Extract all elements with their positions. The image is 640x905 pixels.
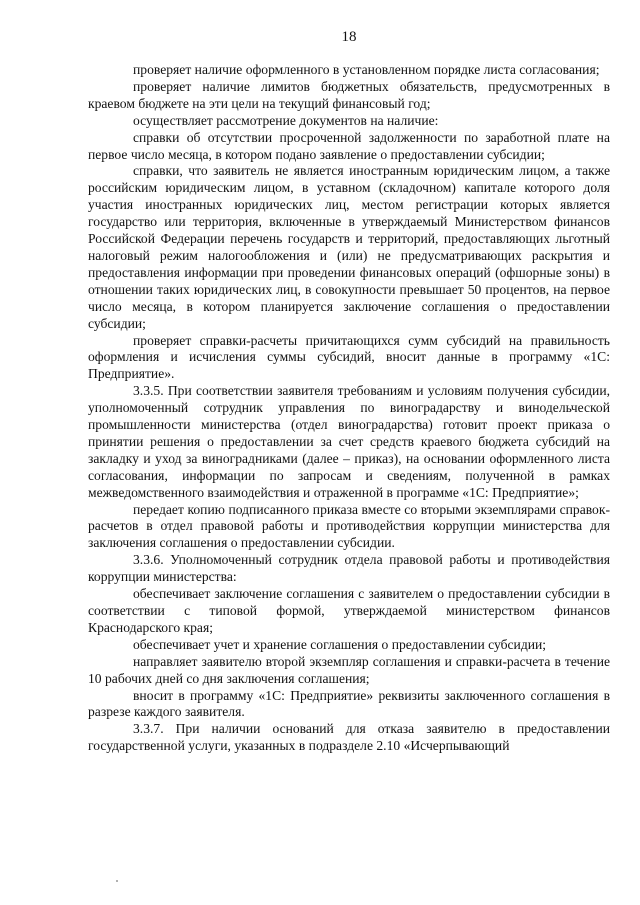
paragraph: 3.3.6. Уполномоченный сотрудник отдела правовой работы и противодействия коррупции министерства: xyxy=(88,552,610,585)
paragraph: справки об отсутствии просроченной задолженности по заработной плате на первое число месяца, в котором подано заявление о предоставлении субсидии; xyxy=(88,129,610,162)
document-body xyxy=(88,62,610,755)
paragraph: справки, что заявитель не является иностранным юридическим лицом, а также российским юридическим лицом, в уставном (складочном) капитале которого доля участия иностранных юридических лиц, местом регистрации которых является государство или территория, включенные в утверждаемый Министерством финансов Российской Федерации перечень государств и территорий, предоставляющих льготный налоговый режим налогообложения и (или) не предусматривающих раскрытия и предоставления информации при проведении финансовых операций (офшорные зоны) в отношении таких юридических лиц, в совокупности превышает 50 процентов, на первое число месяца, в котором планируется заключение соглашения о предоставлении субсидии; xyxy=(88,163,610,331)
paragraph: проверяет наличие оформленного в установленном порядке листа согласования; xyxy=(133,62,600,77)
paragraph: направляет заявителю второй экземпляр соглашения и справки-расчета в течение 10 рабочих дней со дня заключения соглашения; xyxy=(88,653,610,686)
paragraph: 3.3.7. При наличии оснований для отказа заявителю в предоставлении государственной услуги, указанных в подразделе 2.10 «Исчерпывающий xyxy=(88,721,610,754)
paragraph: обеспечивает учет и хранение соглашения о предоставлении субсидии; xyxy=(133,636,547,652)
page-number: 18 xyxy=(341,29,357,45)
paragraph: обеспечивает заключение соглашения с заявителем о предоставлении субсидии в соответствии с типовой формой, утверждаемой министерством финансов Краснодарского края; xyxy=(88,586,610,635)
paragraph: осуществляет рассмотрение документов на наличие: xyxy=(133,112,439,128)
paragraph: вносит в программу «1С: Предприятие» реквизиты заключенного соглашения в разрезе каждого заявителя. xyxy=(88,687,610,720)
paragraph: проверяет наличие лимитов бюджетных обязательств, предусмотренных в краевом бюджете на эти цели на текущий финансовый год; xyxy=(88,78,610,111)
paragraph: проверяет справки-расчеты причитающихся сумм субсидий на правильность оформления и исчисления суммы субсидий, вносит данные в программу «1С: Предприятие». xyxy=(88,332,610,382)
scan-speck xyxy=(116,880,118,882)
paragraph: передает копию подписанного приказа вместе со вторыми экземплярами справок-расчетов в отдел правовой работы и противодействия коррупции министерства для заключения соглашения о предоставлении субсидии. xyxy=(88,501,610,551)
paragraph: 3.3.5. При соответствии заявителя требованиям и условиям получения субсидии, уполномоченный сотрудник управления по виноградарству и винодельческой промышленности министерства (отдел виноградарства) готовит проект приказа о принятии решения о предоставлении за счет средств краевого бюджета субсидий на закладку и уход за виноградниками (далее – приказ), на основании оформленного листа согласования, информации по запросам и сведениям, полученной в рамках межведомственного взаимодействия и отраженной в программе «1С: Предприятие»; xyxy=(88,383,610,500)
